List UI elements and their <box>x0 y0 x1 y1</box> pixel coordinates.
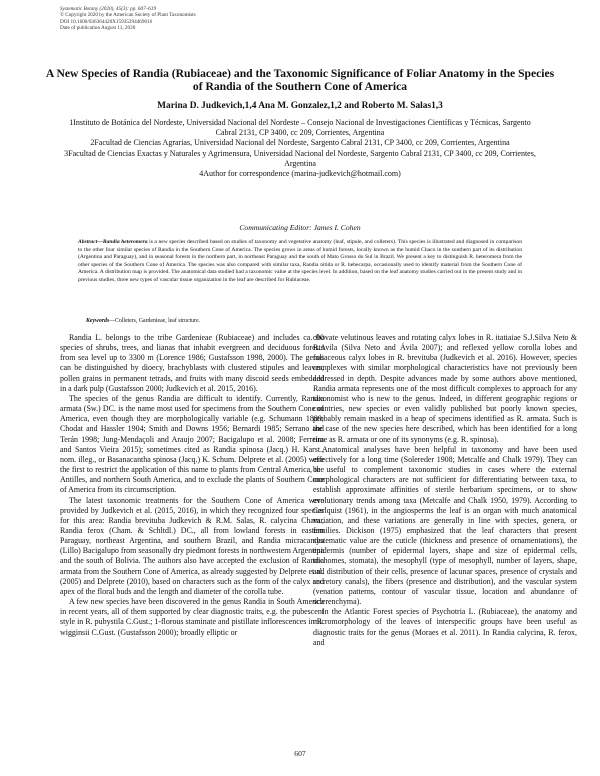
body-paragraph: In the Atlantic Forest species of Psychotria L. (Rubiaceae), the anatomy and micromorphology of the leaves of interspecific groups have been useful as diagnostic traits for the genus (Moraes et al. 2011). In Randia calycina, R. ferox, and <box>313 607 577 647</box>
right-column <box>313 333 577 648</box>
left-column <box>60 333 324 638</box>
journal-citation: Systematic Botany (2020), 45(3): pp. 607–619 <box>60 6 157 12</box>
author-list: Marina D. Judkevich,1,4 Ana M. Gonzalez,1,2 and Roberto M. Salas1,3 <box>157 101 443 111</box>
body-paragraph: The latest taxonomic treatments for the Southern Cone of America were provided by Judkevich et al. (2015, 2016), in which they recognized four species for this area: Randia brevituba Judkevich & R.M. Salas, R. calycina Cham., Randia ferox (Cham. & Schltdl.) DC., all from lowland forests in eastern Paraguay, northeast Argentina, and southern Brazil, and Randia micracantha (Lillo) Bacigalupo from seasonally dry piedmont forests in northwestern Argentina and the south of Bolivia. The authors also have accepted the exclusion of Randia armata from the Southern Cone of America, as already suggested by Delprete et al. (2005) and Delprete (2010), based on characters such as the form of the calyx and apex of the floral buds and the length and diameter of the corolla tube. <box>60 495 324 596</box>
keywords <box>86 318 200 324</box>
correspondence-note: 4Author for correspondence (marina-judkevich@hotmail.com) <box>199 169 401 179</box>
keywords-label: Keywords <box>86 318 110 324</box>
doi-line: DOI 10.1600/036364420X15935294469016 <box>60 18 153 25</box>
communicating-editor: Communicating Editor: James I. Cohen <box>239 223 361 232</box>
affiliation-1: 1Instituto de Botánica del Nordeste, Universidad Nacional del Nordeste – Consejo Nacional de Investigaciones Científicas y Técnicas, Sargento Cabral 2131, CP 3400, cc 209, Corrientes, Argentina <box>69 118 531 138</box>
abstract <box>78 239 522 285</box>
body-paragraph: obovate velutinous leaves and rotating calyx lobes in R. itatiaiae S.J.Silva Neto & R.Avila (Silva Neto and Ávila 2007); and reflexed yellow corolla lobes and foliaceous calyx lobes in R. brevituba (Judkevich et al. 2016). However, species complexes with similar morphological characteristics have not previously been addressed in depth. Despite advances made by some authors above mentioned, Randia armata represents one of the most difficult complexes to approach for any taxonomist who is new to the genus. Indeed, in different geographic regions or countries, new species or even validly published but poorly known species, probably remain masked in a heap of specimens identified as R. armata. Such is the case of the new species here described, which has been identified for a long time as R. armata or one of its synonyms (e.g. R. spinosa). <box>313 333 577 444</box>
abstract-text: is a new species described based on studies of taxonomy and vegetative anatomy (leaf, stipule, and colleters). This species is illustrated and diagnosed in comparison to the other four similar species of Randia in the Southern Cone of America. The species grows in areas of humid forests, locally known as the humid Chaco in the southern part of its distribution (Argentina and Paraguay), and in seasonal forests in the northern part, in northeast Paraguay and the south of Mato Grosso do Sul in Brazil. We present a key to distinguish R. heteromera from the other species of the Southern Cone of America. The species was also compared with similar taxa, Randia nitida or R. hebecarpa, occasionally used to identify material from the Southern Cone of America. A distribution map is provided. The anatomical data studied had a taxonomic value at the species level. In addition, based on the leaf anatomy studies carried out in the present study and in previous studies, three new types of vascular tissue organization in the leaf are described for Rubiaceae. <box>78 239 522 283</box>
journal-metadata <box>60 6 196 32</box>
abstract-label: Abstract—Randia heteromera <box>78 239 148 245</box>
keywords-text: —Colleters, Gardenieae, leaf structure. <box>109 318 200 324</box>
body-paragraph: A few new species have been discovered in the genus Randia in South America in recent years, all of them supported by clear diagnostic traits, e.g. the pubescent style in R. pubystila C.Gust.; 1-florous staminate and pistillate inflorescences in R. wigginsii C.Gust. (Gustafsson 2000); broadly elliptic or <box>60 597 324 637</box>
affiliation-3: 3Facultad de Ciencias Exactas y Naturales y Agrimensura, Universidad Nacional del Nordeste, Sargento Cabral 2131, CP 3400, cc 209, Corrientes, Argentina <box>64 148 536 168</box>
affiliations <box>58 118 542 179</box>
article-title: A New Species of Randia (Rubiaceae) and the Taxonomic Significance of Foliar Anatomy in the Species of Randia of the Southern Cone of America <box>45 67 555 93</box>
body-paragraph: The species of the genus Randia are difficult to identify. Currently, Randia armata (Sw.) DC. is the name most used for specimens from the Southern Cone of America, even though they are morphologically variable (e.g. Schumann 1889; Chodat and Hassler 1904; Smith and Downs 1956; Bernardi 1985; Serrano and Terán 1998; Jung-Mendaçoli and Araujo 2007; Bacigalupo et al. 2008; Ferreira and Santos Vieira 2015); sometimes cited as Randia spinosa (Jacq.) H. Karst., nom. illeg., or Basanacantha spinosa (Jacq.) K. Schum. Delprete et al. (2005) were the first to restrict the application of this name to plants from Central America, the Antilles, and northern South America, and to exclude the plants of Southern Cone of America from its circumscription. <box>60 393 324 495</box>
copyright-line: © Copyright 2020 by the American Society of Plant Taxonomists <box>60 12 196 19</box>
body-paragraph: Anatomical analyses have been helpful in taxonomy and have been used effectively for a long time (Solereder 1908; Metcalfe and Chalk 1979). They can be useful to complement taxonomic studies in cases where the external morphological characters are not sufficient for differentiating between taxa, to establish approximate affinities of sterile herbarium specimens, or to show evolutionary trends among taxa (Metcalfe and Chalk 1950, 1979). According to Carlquist (1961), in the angiosperms the leaf is an organ with much anatomical variation, and these variations are generally in line with species, genera, or families. Dickison (1975) emphasized that the leaf characters that present systematic value are the cuticle (thickness and presence of ornamentations), the epidermis (number of epidermal layers, shape and size of epidermal cells, trichomes, stomata), the mesophyll (type of mesophyll, number of layers, shape, and distribution of their cells, presence of lacunar spaces, presence of crystals and secretory canals), the fibers (presence and distribution), and the vascular system (venation patterns, contour of vascular tissue, location and abundance of sclerenchyma). <box>313 444 577 607</box>
body-paragraph: Randia L. belongs to the tribe Gardenieae (Rubiaceae) and includes ca. 90 species of shrubs, trees, and lianas that inhabit evergreen and deciduous forests from sea level up to 3300 m (Lorence 1986; Gustafsson 1998, 2000). The genus can be distinguished by dioecy, brachyblasts with clustered stipules and leaves, pollen grains in permanent tetrads, and fruits with many discoid seeds embedded in a dark pulp (Gustafsson 2000; Judkevich et al. 2015, 2016). <box>60 333 324 393</box>
page-number: 607 <box>294 749 306 758</box>
publication-date: Date of publication August 11, 2020 <box>60 25 136 32</box>
affiliation-2: 2Facultad de Ciencias Agrarias, Universidad Nacional del Nordeste, Sargento Cabral 2131, CP 3400, cc 209, Corrientes, Argentina <box>90 138 510 148</box>
